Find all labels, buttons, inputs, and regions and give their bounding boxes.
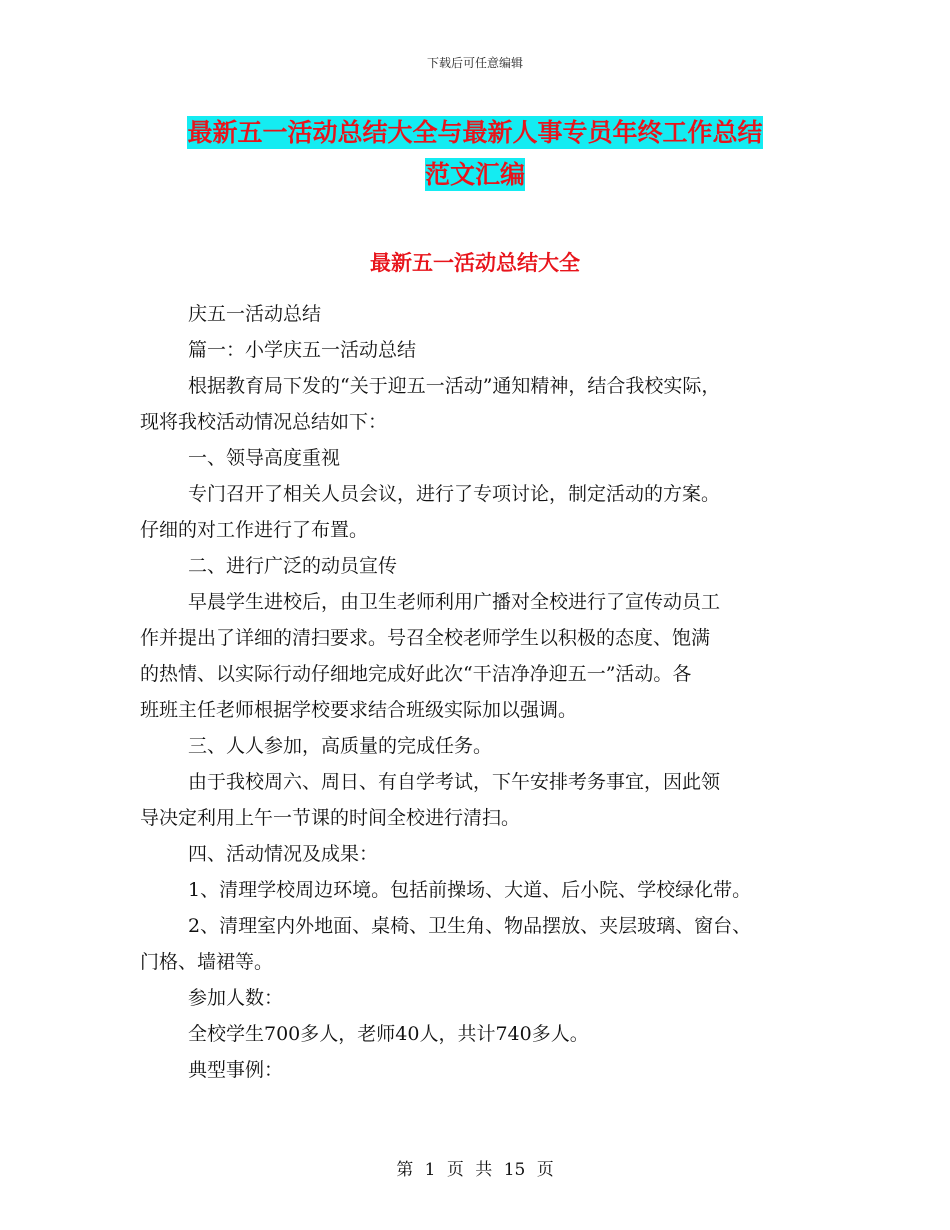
paragraph-line: 一、领导高度重视 <box>188 447 341 469</box>
paragraph-line: 的热情、以实际行动仔细地完成好此次“干洁净净迎五一”活动。各 <box>140 663 692 685</box>
paragraph-line: 典型事例： <box>188 1059 284 1081</box>
section-title: 最新五一活动总结大全 <box>370 251 580 275</box>
paragraph-line: 仔细的对工作进行了布置。 <box>140 519 369 541</box>
paragraph-line: 现将我校活动情况总结如下： <box>140 411 388 433</box>
paragraph-line: 作并提出了详细的清扫要求。号召全校老师学生以积极的态度、饱满 <box>140 627 711 649</box>
paragraph-line: 由于我校周六、周日、有自学考试，下午安排考务事宜，因此领 <box>188 771 721 793</box>
paragraph-line: 1、清理学校周边环境。包括前操场、大道、后小院、学校绿化带。 <box>188 879 752 901</box>
paragraph-line: 二、进行广泛的动员宣传 <box>188 555 398 577</box>
paragraph-line: 班班主任老师根据学校要求结合班级实际加以强调。 <box>140 699 578 721</box>
paragraph-line: 庆五一活动总结 <box>188 303 322 325</box>
title-line-1: 最新五一活动总结大全与最新人事专员年终工作总结 <box>187 118 763 147</box>
page-footer: 第 1 页 共 15 页 <box>396 1160 554 1180</box>
paragraph-line: 三、人人参加，高质量的完成任务。 <box>188 735 493 757</box>
paragraph-line: 全校学生700多人，老师40人，共计740多人。 <box>188 1023 589 1045</box>
paragraph-line: 门格、墙裙等。 <box>140 951 274 973</box>
title-line-2: 范文汇编 <box>424 160 525 189</box>
paragraph-line: 2、清理室内外地面、桌椅、卫生角、物品摆放、夹层玻璃、窗台、 <box>188 915 752 937</box>
paragraph-line: 四、活动情况及成果： <box>188 843 379 865</box>
document-body <box>140 296 830 1088</box>
header-note: 下载后可任意编辑 <box>426 56 523 70</box>
document-title <box>0 112 950 196</box>
paragraph-line: 根据教育局下发的“关于迎五一活动”通知精神，结合我校实际， <box>188 375 721 397</box>
paragraph-line: 导决定利用上午一节课的时间全校进行清扫。 <box>140 807 521 829</box>
paragraph-line: 参加人数： <box>188 987 284 1009</box>
paragraph-line: 篇一：小学庆五一活动总结 <box>188 339 417 361</box>
paragraph-line: 专门召开了相关人员会议，进行了专项讨论，制定活动的方案。 <box>188 483 721 505</box>
paragraph-line: 早晨学生进校后，由卫生老师利用广播对全校进行了宣传动员工 <box>188 591 721 613</box>
